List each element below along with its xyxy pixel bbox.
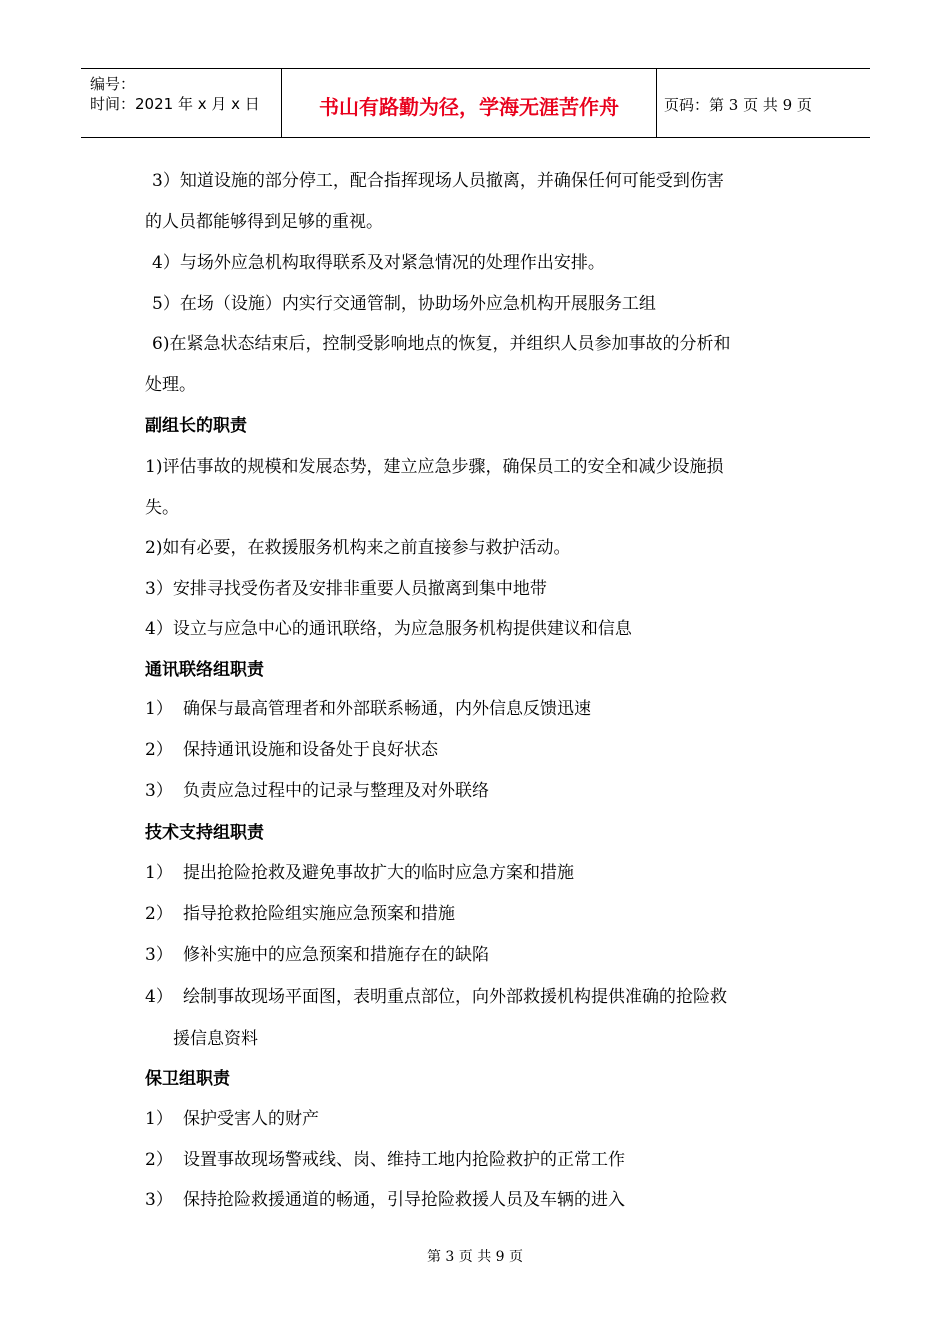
- paragraph-line: 的人员都能够得到足够的重视。: [145, 212, 383, 232]
- paragraph-line: 3）安排寻找受伤者及安排非重要人员撤离到集中地带: [145, 579, 547, 599]
- list-item-text: 设置事故现场警戒线、岗、维持工地内抢险救护的正常工作: [183, 1150, 625, 1170]
- list-item-text: 保持抢险救援通道的畅通，引导抢险救援人员及车辆的进入: [183, 1190, 625, 1210]
- number-label: 编号：: [90, 75, 136, 93]
- list-number: 1）: [145, 699, 173, 719]
- paragraph-line: 4）与场外应急机构取得联系及对紧急情况的处理作出安排。: [152, 253, 605, 273]
- list-number: 1）: [145, 863, 173, 883]
- paragraph-line: 1)评估事故的规模和发展态势，建立应急步骤，确保员工的安全和减少设施损: [145, 457, 724, 477]
- list-number: 1）: [145, 1109, 173, 1129]
- paragraph-line: 2)如有必要，在救援服务机构来之前直接参与救护活动。: [145, 538, 571, 558]
- header-page-info: 页码：第 3 页 共 9 页: [664, 96, 812, 114]
- list-number: 4）: [145, 987, 173, 1007]
- paragraph-line: 5）在场（设施）内实行交通管制，协助场外应急机构开展服务工组: [152, 294, 656, 314]
- time-label: 时间：2021 年 x 月 x 日: [90, 95, 260, 113]
- list-number: 3）: [145, 1190, 173, 1210]
- list-number: 2）: [145, 1150, 173, 1170]
- list-item-text: 修补实施中的应急预案和措施存在的缺陷: [183, 945, 489, 965]
- section-heading: 通讯联络组职责: [145, 660, 264, 680]
- list-item-text: 保持通讯设施和设备处于良好状态: [183, 740, 438, 760]
- motto-text: 书山有路勤为径，学海无涯苦作舟: [319, 95, 619, 119]
- list-item-continuation: 援信息资料: [173, 1029, 258, 1049]
- list-item-text: 确保与最高管理者和外部联系畅通，内外信息反馈迅速: [183, 699, 591, 719]
- paragraph-line: 4）设立与应急中心的通讯联络，为应急服务机构提供建议和信息: [145, 619, 632, 639]
- list-item-text: 绘制事故现场平面图，表明重点部位，向外部救援机构提供准确的抢险救: [183, 987, 727, 1007]
- header-page-cell: [656, 69, 870, 137]
- paragraph-line: 失。: [145, 498, 179, 518]
- list-item-text: 指导抢救抢险组实施应急预案和措施: [183, 904, 455, 924]
- paragraph-line: 处理。: [145, 375, 196, 395]
- list-item-text: 保护受害人的财产: [183, 1109, 319, 1129]
- list-number: 3）: [145, 945, 173, 965]
- list-number: 3）: [145, 781, 173, 801]
- paragraph-line: 6)在紧急状态结束后，控制受影响地点的恢复，并组织人员参加事故的分析和: [152, 334, 731, 354]
- paragraph-line: 3）知道设施的部分停工，配合指挥现场人员撤离，并确保任何可能受到伤害: [152, 171, 724, 191]
- document-header: [81, 68, 870, 138]
- list-number: 2）: [145, 904, 173, 924]
- section-heading: 副组长的职责: [145, 416, 247, 436]
- page-footer: 第 3 页 共 9 页: [426, 1249, 524, 1265]
- list-item-text: 提出抢险抢救及避免事故扩大的临时应急方案和措施: [183, 863, 574, 883]
- section-heading: 技术支持组职责: [145, 823, 264, 843]
- header-meta-cell: [81, 69, 281, 137]
- list-item-text: 负责应急过程中的记录与整理及对外联络: [183, 781, 489, 801]
- header-motto-cell: [281, 69, 657, 137]
- section-heading: 保卫组职责: [145, 1069, 230, 1089]
- list-number: 2）: [145, 740, 173, 760]
